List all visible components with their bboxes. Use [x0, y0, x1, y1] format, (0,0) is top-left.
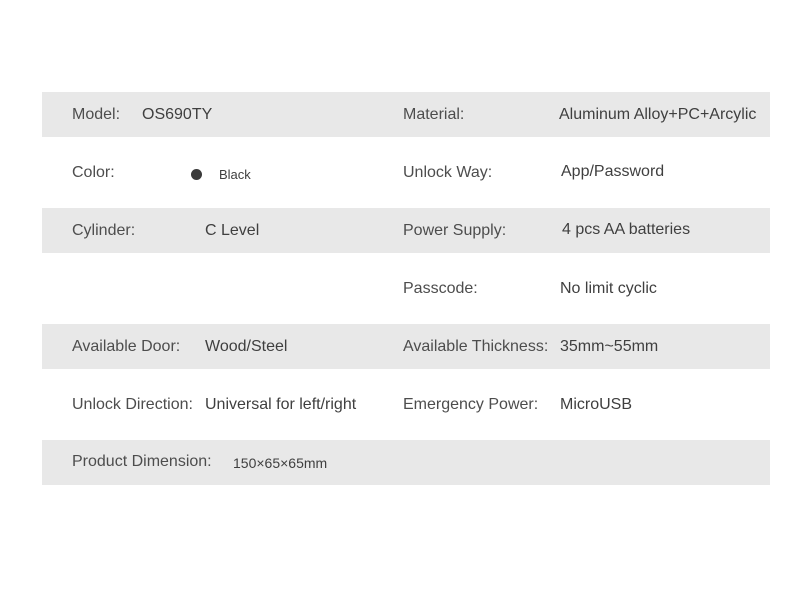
- passcode-value: No limit cyclic: [560, 280, 657, 297]
- available-thickness-label: Available Thickness:: [403, 338, 549, 355]
- power-supply-value: 4 pcs AA batteries: [562, 221, 691, 238]
- spec-row-passcode: [42, 266, 770, 311]
- model-label: Model:: [72, 106, 121, 123]
- color-value: [191, 152, 251, 197]
- spec-row-cylinder: [42, 208, 770, 253]
- emergency-power-value: MicroUSB: [560, 396, 633, 413]
- passcode-label: Passcode:: [403, 280, 478, 297]
- model-value: OS690TY: [142, 106, 213, 123]
- unlock-direction-label: Unlock Direction:: [72, 396, 193, 413]
- unlock-direction-value: Universal for left/right: [205, 396, 357, 413]
- spec-table: [42, 92, 770, 498]
- spec-row-color: [42, 150, 770, 195]
- spec-row-door: [42, 324, 770, 369]
- available-door-label: Available Door:: [72, 338, 181, 355]
- unlock-way-label: Unlock Way:: [403, 164, 493, 181]
- available-door-value: Wood/Steel: [205, 338, 288, 355]
- color-label: Color:: [72, 164, 115, 181]
- available-thickness-value: 35mm~55mm: [560, 338, 659, 355]
- material-label: Material:: [403, 106, 465, 123]
- cylinder-value: C Level: [205, 222, 260, 239]
- emergency-power-label: Emergency Power:: [403, 396, 539, 413]
- material-value: Aluminum Alloy+PC+Arcylic: [559, 106, 757, 123]
- power-supply-label: Power Supply:: [403, 222, 507, 239]
- product-dimension-value: 150×65×65mm: [233, 455, 328, 471]
- unlock-way-value: App/Password: [561, 163, 665, 180]
- spec-row-direction: [42, 382, 770, 427]
- product-dimension-label: Product Dimension:: [72, 453, 212, 470]
- spec-row-dimension: [42, 440, 770, 485]
- cylinder-label: Cylinder:: [72, 222, 136, 239]
- color-value-text: Black: [219, 167, 251, 182]
- spec-row-model: [42, 92, 770, 137]
- color-swatch-icon: [191, 169, 202, 180]
